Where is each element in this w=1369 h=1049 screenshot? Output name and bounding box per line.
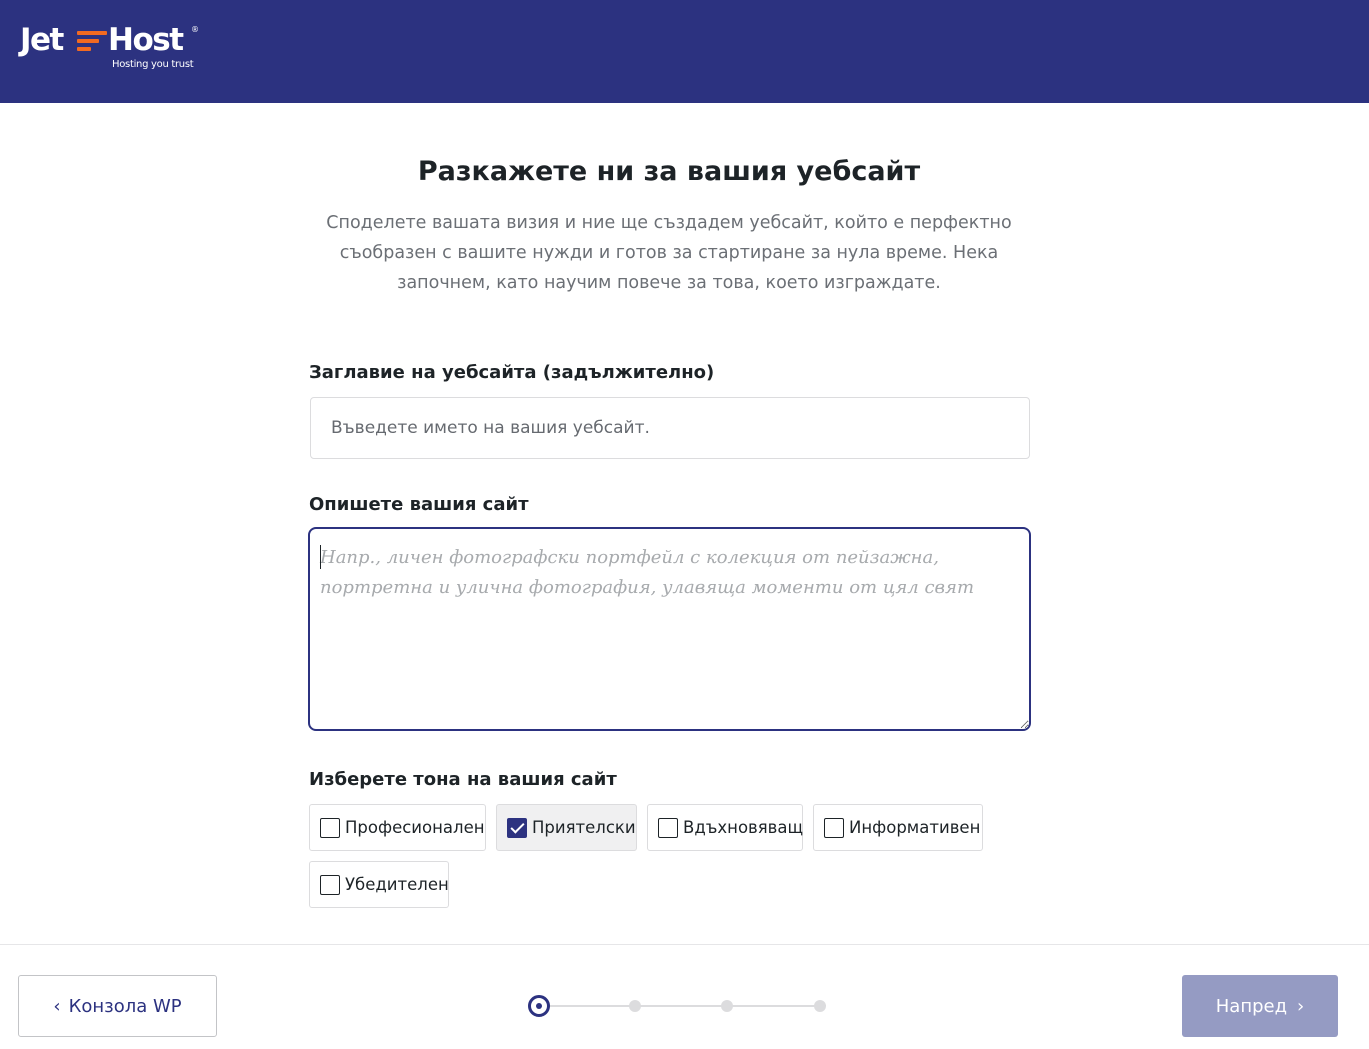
- next-button[interactable]: [1182, 975, 1338, 1037]
- tone-option-inspiring[interactable]: [647, 804, 803, 851]
- stepper-track: [539, 1005, 819, 1007]
- logo-speed-lines-icon: [77, 31, 107, 53]
- step-2-dot: [629, 1000, 641, 1012]
- tone-option-informative[interactable]: [813, 804, 983, 851]
- step-1-dot-active: [528, 995, 550, 1017]
- step-4-dot: [814, 1000, 826, 1012]
- checkbox-checked-icon[interactable]: [507, 818, 527, 838]
- website-title-input[interactable]: [310, 397, 1030, 459]
- progress-stepper: [528, 995, 830, 1017]
- step-3-dot: [721, 1000, 733, 1012]
- footer-divider: [0, 944, 1369, 945]
- checkbox-icon[interactable]: [320, 875, 340, 895]
- site-description-label: Опишете вашия сайт: [309, 494, 529, 515]
- tone-option-professional[interactable]: [309, 804, 486, 851]
- checkbox-icon[interactable]: [320, 818, 340, 838]
- tone-option-label: Приятелски: [532, 818, 636, 837]
- page-intro: Споделете вашата визия и ние ще създадем уебсайт, който е перфектно съобразен с вашите нужди и готов за стартиране за нула време. Нека започнем, като научим повече за това, което изграждате.: [326, 213, 1012, 293]
- website-title-label: Заглавие на уебсайта (задължително): [309, 362, 715, 383]
- site-description-textarea[interactable]: [308, 527, 1031, 731]
- page-title: Разкажете ни за вашия уебсайт: [417, 156, 921, 187]
- tone-option-label: Вдъхновяващ: [683, 818, 804, 837]
- checkbox-icon[interactable]: [824, 818, 844, 838]
- tone-option-friendly[interactable]: [496, 804, 637, 851]
- chevron-right-icon: ›: [1297, 995, 1305, 1017]
- tone-option-persuasive[interactable]: [309, 861, 449, 908]
- text-cursor: [320, 545, 321, 569]
- logo-text-jet: Jet: [20, 22, 63, 58]
- back-button-label: Конзола WP: [68, 995, 182, 1017]
- site-tone-label: Изберете тона на вашия сайт: [309, 769, 617, 790]
- checkbox-icon[interactable]: [658, 818, 678, 838]
- tone-option-label: Информативен: [849, 818, 981, 837]
- back-to-wp-console-button[interactable]: [18, 975, 217, 1037]
- chevron-left-icon: ‹: [53, 995, 61, 1017]
- logo-text-host: Host: [108, 22, 183, 58]
- tone-option-label: Убедителен: [345, 875, 449, 894]
- tone-option-label: Професионален: [345, 818, 485, 837]
- logo-registered-mark: ®: [191, 25, 199, 34]
- next-button-label: Напред: [1215, 995, 1288, 1017]
- logo-tagline: Hosting you trust: [112, 59, 194, 70]
- top-header: [0, 0, 1369, 103]
- jethost-logo[interactable]: [20, 22, 210, 74]
